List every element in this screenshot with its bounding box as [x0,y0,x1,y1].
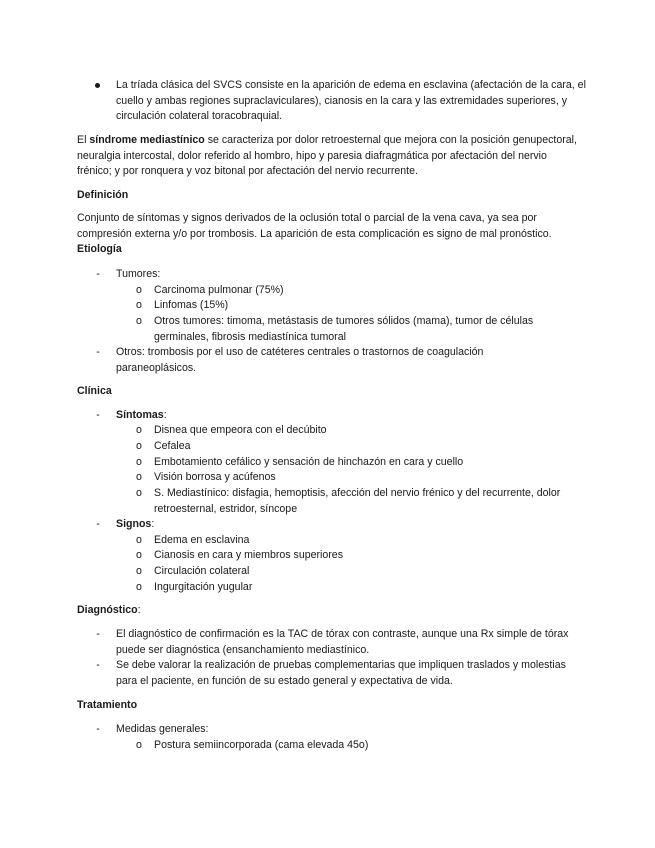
mediastinal-rest: se caracteriza por dolor retroesternal que mejora con la posición genupectoral, neuralgia intercostal, dolor referido al hombro, hipo y paresia diafragmática por afectación del nervio frénico; y por ronquera y voz bitonal por afectación del nervio recurrente. [77,134,577,178]
symptom-text: S. Mediastínico: disfagia, hemoptisis, afección del nervio frénico y del recurrente, dolor retroesternal, estridor, síncope [154,487,561,515]
definition-heading: Definición [77,189,129,201]
others-text: Otros: trombosis por el uso de catéteres centrales o trastornos de coagulación paraneoplásicos. [116,346,484,374]
colon: : [163,409,167,421]
diagnosis-heading-row [77,603,582,619]
circle-marker: o [136,565,142,577]
mediastinal-term: síndrome mediastínico [89,134,205,146]
sign-text: Cianosis en cara y miembros superiores [154,549,343,561]
circle-marker: o [136,456,142,468]
definition-paragraph [77,211,582,258]
circle-marker: o [136,549,142,561]
dash-marker: - [96,409,100,421]
colon: : [151,518,155,530]
diagnosis-text: Se debe valorar la realización de pruebas complementarias que impliquen traslados y molestias para el paciente, en función de su estado general y expectativa de vida. [116,659,566,687]
sign-text: Circulación colateral [154,565,250,577]
intro-bullet-text: La tríada clásica del SVCS consiste en la aparición de edema en esclavina (afectación de la cara, el cuello y ambas regiones supraclaviculares), cianosis en la cara y las extremidades superiores, y circulación colateral toracobraquial. [116,79,586,123]
circle-marker: o [136,315,142,327]
circle-marker: o [136,424,142,436]
symptom-text: Visión borrosa y acúfenos [154,471,276,483]
etiology-heading: Etiología [77,243,122,256]
definition-text: Conjunto de síntomas y signos derivados de la oclusión total o parcial de la vena cava, ya sea por compresión externa y/o por trombosis. La aparición de esta complicación es signo de mal pronóstico. [77,212,552,240]
signs-label: Signos [116,518,152,530]
circle-marker: o [136,581,142,593]
symptom-text: Embotamiento cefálico y sensación de hinchazón en cara y cuello [154,456,464,468]
tumor-item-text: Carcinoma pulmonar (75%) [154,284,284,296]
circle-marker: o [136,487,142,499]
dash-marker: - [96,723,100,735]
dash-marker: - [96,518,100,530]
general-label: Medidas generales: [116,723,209,735]
clinical-heading: Clínica [77,385,112,397]
mediastinal-lead: El [77,134,90,146]
dash-marker: - [96,628,100,640]
sign-text: Ingurgitación yugular [154,581,253,593]
dash-marker: - [96,659,100,671]
symptom-text: Disnea que empeora con el decúbito [154,424,327,436]
tumor-item-text: Otros tumores: timoma, metástasis de tumores sólidos (mama), tumor de células germinales, fibrosis mediastínica tumoral [154,315,534,343]
tumor-item-text: Linfomas (15%) [154,299,229,311]
dash-marker: - [96,346,100,358]
diagnosis-text: El diagnóstico de confirmación es la TAC de tórax con contraste, aunque una Rx simple de tórax puede ser diagnóstica (ensanchamiento mediastínico. [116,628,569,656]
circle-marker: o [136,534,142,546]
circle-marker: o [136,284,142,296]
diagnosis-heading: Diagnóstico [77,604,138,616]
bullet-icon [95,83,100,88]
dash-marker: - [96,268,100,280]
symptoms-label: Síntomas [116,409,164,421]
colon: : [137,604,141,616]
circle-marker: o [136,739,142,751]
treatment-heading: Tratamiento [77,699,138,711]
circle-marker: o [136,471,142,483]
mediastinal-paragraph [77,133,582,180]
circle-marker: o [136,440,142,452]
symptom-text: Cefalea [154,440,191,452]
sign-text: Edema en esclavina [154,534,250,546]
tumors-label: Tumores: [116,268,161,280]
circle-marker: o [136,299,142,311]
treatment-text: Postura semiincorporada (cama elevada 45o) [154,739,369,751]
